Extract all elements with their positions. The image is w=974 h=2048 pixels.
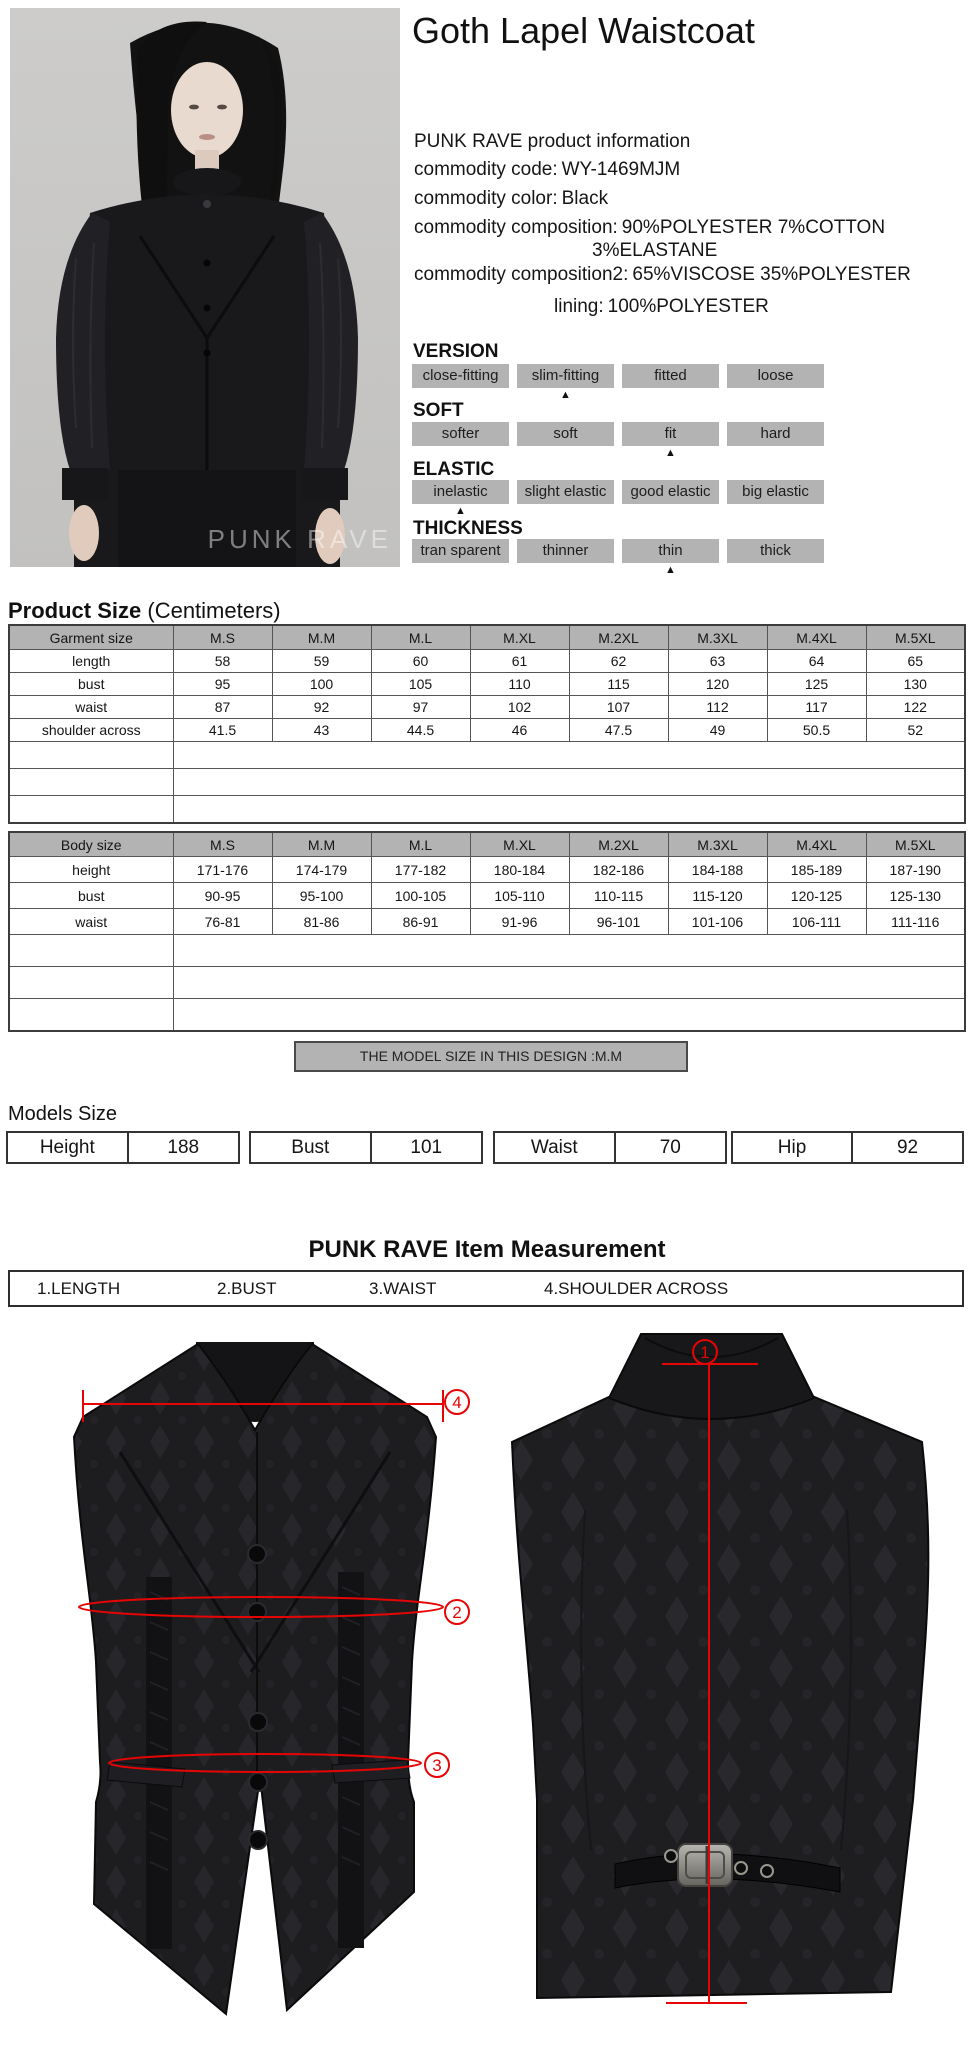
composition-value: 90%POLYESTER 7%COTTON (621, 217, 886, 238)
cell: 97 (371, 696, 470, 719)
button (248, 1545, 266, 1563)
button (248, 1603, 266, 1621)
cell: 120 (668, 673, 767, 696)
commodity-code-line (414, 159, 680, 181)
feature-soft-row (412, 422, 824, 459)
header-cell: M.4XL (767, 625, 866, 650)
cell (173, 967, 965, 999)
row-label: length (9, 650, 173, 673)
option-label: big elastic (727, 480, 824, 504)
front-view-image (50, 1332, 470, 2032)
model-face (171, 62, 243, 158)
option-label: fitted (622, 364, 719, 388)
cell: 105 (371, 673, 470, 696)
ruffle-trim-right (338, 1572, 364, 1948)
header-cell: Garment size (9, 625, 173, 650)
cell: 112 (668, 696, 767, 719)
cell (173, 796, 965, 824)
selected-arrow-icon: ▲ (560, 389, 571, 401)
cell: 174-179 (272, 857, 371, 883)
product-title: Goth Lapel Waistcoat (412, 10, 755, 51)
header-cell: M.S (173, 625, 272, 650)
feature-soft-label: SOFT (413, 400, 464, 421)
legend-waist: 3.WAIST (369, 1279, 437, 1298)
cell: 117 (767, 696, 866, 719)
cell: 107 (569, 696, 668, 719)
models-size-value: 70 (659, 1137, 681, 1158)
row-label (9, 769, 173, 796)
feature-soft-option-3 (727, 422, 824, 446)
cell: 86-91 (371, 909, 470, 935)
cell: 90-95 (173, 883, 272, 909)
cell: 41.5 (173, 719, 272, 742)
product-size-heading (8, 598, 281, 624)
cell: 46 (470, 719, 569, 742)
feature-elastic-option-1 (517, 480, 614, 504)
cell: 125 (767, 673, 866, 696)
cell: 100-105 (371, 883, 470, 909)
cell: 52 (866, 719, 965, 742)
commodity-color-line (414, 188, 608, 210)
ruffle-trim-left (146, 1577, 172, 1949)
cell: 47.5 (569, 719, 668, 742)
header-cell: M.2XL (569, 625, 668, 650)
button (249, 1713, 267, 1731)
empty-row (9, 769, 965, 796)
feature-thickness-label: THICKNESS (413, 518, 523, 539)
models-size-label: Bust (251, 1133, 372, 1162)
feature-version-row (412, 364, 824, 401)
coat-button (204, 305, 211, 312)
table-row (9, 650, 965, 673)
coat-button (204, 260, 211, 267)
product-size-title: Product Size (8, 598, 142, 623)
option-label: slight elastic (517, 480, 614, 504)
composition2-label: commodity composition2: (414, 264, 629, 285)
model-eye-left (189, 105, 199, 110)
model-hand-left (69, 505, 99, 561)
feature-elastic-row (412, 480, 824, 517)
row-label (9, 935, 173, 967)
cell: 180-184 (470, 857, 569, 883)
cell: 43 (272, 719, 371, 742)
models-size-value: 188 (167, 1137, 200, 1158)
cell: 115-120 (668, 883, 767, 909)
option-label: hard (727, 422, 824, 446)
cell: 44.5 (371, 719, 470, 742)
cell: 95-100 (272, 883, 371, 909)
models-size-label: Height (8, 1133, 129, 1162)
row-label: bust (9, 883, 173, 909)
cell: 62 (569, 650, 668, 673)
table-header-row (9, 625, 965, 650)
belt-eyelet (735, 1862, 747, 1874)
feature-soft-option-1 (517, 422, 614, 446)
lining-value: 100%POLYESTER (607, 296, 769, 317)
feature-elastic-option-2 (622, 480, 719, 504)
option-label: thick (727, 539, 824, 563)
row-label (9, 999, 173, 1032)
feature-version-option-0 (412, 364, 509, 388)
cell (173, 769, 965, 796)
model-lips (199, 134, 215, 140)
empty-row (9, 935, 965, 967)
row-label: waist (9, 909, 173, 935)
header-cell: M.XL (470, 832, 569, 857)
feature-thickness-option-3 (727, 539, 824, 563)
back-collar (609, 1334, 814, 1419)
cell: 87 (173, 696, 272, 719)
empty-row (9, 967, 965, 999)
collar-ruff (173, 168, 241, 196)
measurement-legend (8, 1270, 964, 1307)
cell: 91-96 (470, 909, 569, 935)
feature-soft-option-2 (622, 422, 719, 459)
selected-arrow-icon: ▲ (665, 564, 676, 576)
feature-elastic-label: ELASTIC (413, 459, 495, 480)
header-cell: M.M (272, 625, 371, 650)
option-label: soft (517, 422, 614, 446)
back-view-image (495, 1330, 974, 2020)
cell (173, 999, 965, 1032)
cell: 115 (569, 673, 668, 696)
feature-thickness-row (412, 539, 824, 576)
header-cell: M.3XL (668, 625, 767, 650)
button (249, 1831, 267, 1849)
row-label: waist (9, 696, 173, 719)
feature-soft-option-0 (412, 422, 509, 446)
cell: 95 (173, 673, 272, 696)
empty-row (9, 999, 965, 1032)
model-size-banner: THE MODEL SIZE IN THIS DESIGN :M.M (294, 1041, 688, 1072)
option-label: softer (412, 422, 509, 446)
cell: 185-189 (767, 857, 866, 883)
table-row (9, 857, 965, 883)
waist-number: 3 (432, 1756, 442, 1775)
feature-version-option-3 (727, 364, 824, 388)
table-row (9, 719, 965, 742)
models-size-box-waist (493, 1131, 727, 1164)
commodity-color-value: Black (561, 188, 609, 209)
cell: 110 (470, 673, 569, 696)
composition-line (414, 217, 885, 239)
empty-row (9, 796, 965, 824)
selected-arrow-icon: ▲ (665, 447, 676, 459)
legend-length: 1.LENGTH (37, 1279, 121, 1298)
header-cell: M.3XL (668, 832, 767, 857)
cell: 60 (371, 650, 470, 673)
cell: 184-188 (668, 857, 767, 883)
cuff-right (302, 468, 348, 500)
models-size-label: Hip (733, 1133, 853, 1162)
cell: 177-182 (371, 857, 470, 883)
row-label (9, 742, 173, 769)
option-label: tran sparent (412, 539, 509, 563)
cell: 110-115 (569, 883, 668, 909)
cell: 100 (272, 673, 371, 696)
feature-thickness-option-0 (412, 539, 509, 563)
feature-thickness-option-1 (517, 539, 614, 563)
lining-line (554, 296, 769, 318)
row-label: bust (9, 673, 173, 696)
table-row (9, 883, 965, 909)
row-label (9, 796, 173, 824)
cell: 106-111 (767, 909, 866, 935)
header-cell: M.XL (470, 625, 569, 650)
belt-eyelet (761, 1865, 773, 1877)
cell: 65 (866, 650, 965, 673)
models-size-value: 92 (896, 1137, 919, 1158)
option-label: slim-fitting (517, 364, 614, 388)
feature-thickness-option-2 (622, 539, 719, 576)
composition2-line (414, 264, 911, 286)
cell: 58 (173, 650, 272, 673)
composition-value2: 3%ELASTANE (592, 240, 718, 261)
header-cell: M.S (173, 832, 272, 857)
feature-elastic-option-3 (727, 480, 824, 504)
option-label: inelastic (412, 480, 509, 504)
header-cell: M.5XL (866, 832, 965, 857)
commodity-code-value: WY-1469MJM (561, 159, 681, 180)
cell: 111-116 (866, 909, 965, 935)
feature-version-label: VERSION (413, 341, 499, 362)
belt-eyelet (665, 1850, 677, 1862)
model-eye-right (217, 105, 227, 110)
header-cell: Body size (9, 832, 173, 857)
cell: 171-176 (173, 857, 272, 883)
cell: 101-106 (668, 909, 767, 935)
legend-shoulder: 4.SHOULDER ACROSS (544, 1279, 729, 1298)
cell: 105-110 (470, 883, 569, 909)
cell: 187-190 (866, 857, 965, 883)
cuff-left (62, 468, 108, 500)
cell: 64 (767, 650, 866, 673)
option-label: good elastic (622, 480, 719, 504)
cell: 122 (866, 696, 965, 719)
cell: 120-125 (767, 883, 866, 909)
option-label: fit (622, 422, 719, 446)
cell: 81-86 (272, 909, 371, 935)
body-size-table (8, 831, 966, 1032)
feature-elastic-option-0 (412, 480, 509, 517)
button (249, 1773, 267, 1791)
table-row (9, 673, 965, 696)
collar-brooch (203, 200, 211, 208)
cell: 92 (272, 696, 371, 719)
cell: 63 (668, 650, 767, 673)
bust-number: 2 (452, 1603, 462, 1622)
composition2-value: 65%VISCOSE 35%POLYESTER (632, 264, 911, 285)
models-size-value: 101 (410, 1137, 443, 1158)
table-row (9, 909, 965, 935)
legend-bust: 2.BUST (217, 1279, 277, 1298)
option-label: thin (622, 539, 719, 563)
table-header-row (9, 832, 965, 857)
header-cell: M.4XL (767, 832, 866, 857)
commodity-code-label: commodity code: (414, 159, 558, 180)
selected-arrow-icon: ▲ (455, 505, 466, 517)
model-photo (10, 8, 400, 567)
waistcoat-front-body (74, 1344, 436, 2014)
info-header: PUNK RAVE product information (414, 131, 691, 152)
waistcoat-back-body (512, 1396, 928, 1998)
cell: 130 (866, 673, 965, 696)
cell: 182-186 (569, 857, 668, 883)
header-cell: M.L (371, 832, 470, 857)
cell: 50.5 (767, 719, 866, 742)
cell: 61 (470, 650, 569, 673)
measurement-heading: PUNK RAVE Item Measurement (308, 1236, 666, 1263)
garment-size-table (8, 624, 966, 824)
cell: 96-101 (569, 909, 668, 935)
row-label: shoulder across (9, 719, 173, 742)
table-row (9, 696, 965, 719)
product-size-unit: (Centimeters) (147, 598, 281, 623)
cell: 49 (668, 719, 767, 742)
row-label: height (9, 857, 173, 883)
coat-button (204, 350, 211, 357)
row-label (9, 967, 173, 999)
models-size-box-hip (731, 1131, 964, 1164)
cell (173, 935, 965, 967)
header-cell: M.M (272, 832, 371, 857)
cell: 76-81 (173, 909, 272, 935)
cell: 59 (272, 650, 371, 673)
shoulder-number: 4 (452, 1393, 462, 1412)
empty-row (9, 742, 965, 769)
option-label: loose (727, 364, 824, 388)
cell: 125-130 (866, 883, 965, 909)
composition-label: commodity composition: (414, 217, 618, 238)
models-size-heading: Models Size (8, 1103, 117, 1125)
lining-label: lining: (554, 296, 604, 317)
header-cell: M.L (371, 625, 470, 650)
models-size-label: Waist (495, 1133, 616, 1162)
models-size-box-bust (249, 1131, 483, 1164)
cell: 102 (470, 696, 569, 719)
option-label: thinner (517, 539, 614, 563)
cell (173, 742, 965, 769)
commodity-color-label: commodity color: (414, 188, 558, 209)
option-label: close-fitting (412, 364, 509, 388)
photo-watermark: PUNK RAVE (207, 524, 392, 554)
length-number: 1 (700, 1343, 710, 1362)
feature-version-option-2 (622, 364, 719, 388)
header-cell: M.5XL (866, 625, 965, 650)
header-cell: M.2XL (569, 832, 668, 857)
models-size-box-height (6, 1131, 240, 1164)
feature-version-option-1 (517, 364, 614, 401)
